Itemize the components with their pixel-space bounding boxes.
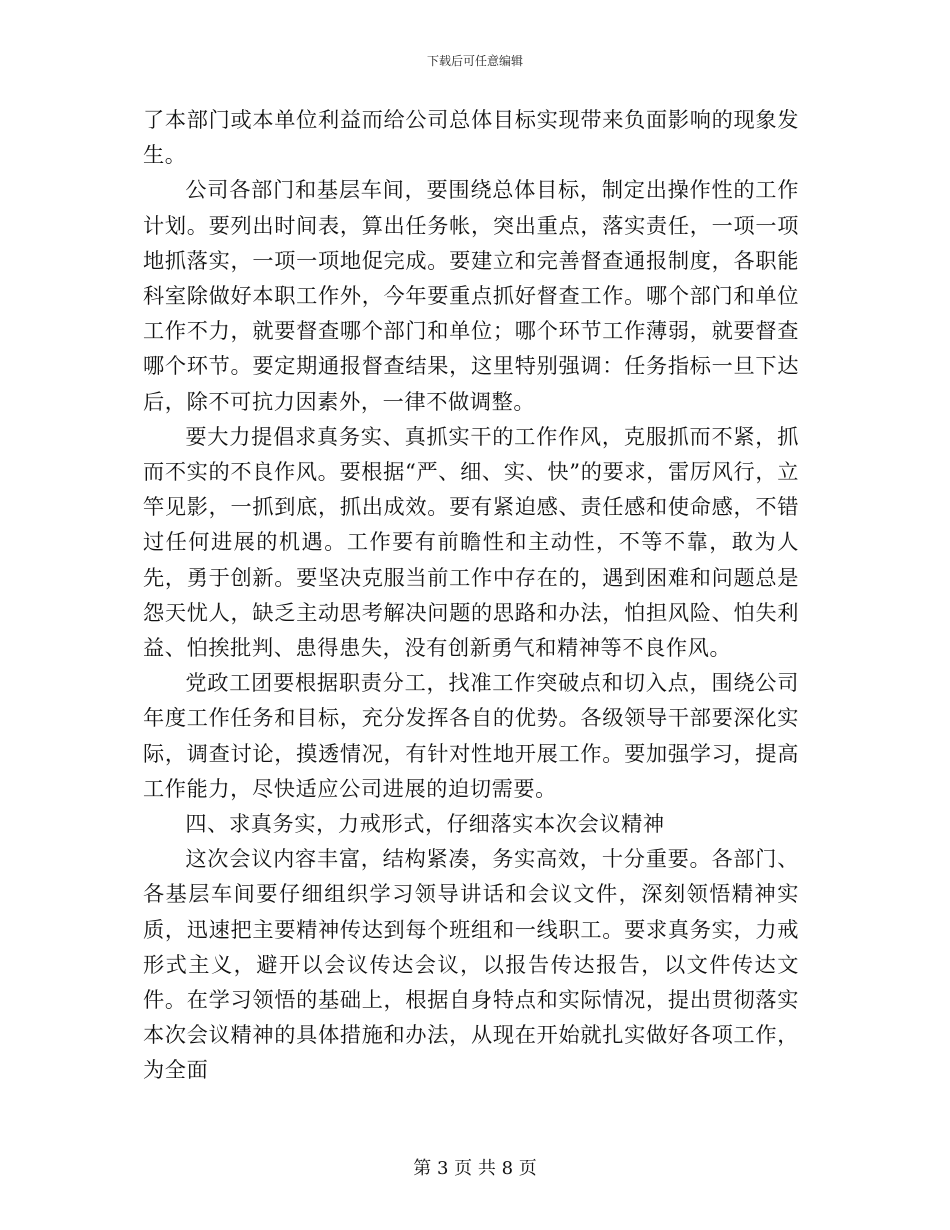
page-number: 第 3 页 共 8 页 <box>413 1158 537 1179</box>
paragraph-continuation: 了本部门或本单位利益而给公司总体目标实现带来负面影响的现象发生。 <box>143 107 799 168</box>
page-header: 下载后可任意编辑 <box>426 54 523 68</box>
paragraph-work-plan: 公司各部门和基层车间，要围绕总体目标，制定出操作性的工作计划。要列出时间表，算出任务帐，突出重点，落实责任，一项一项地抓落实，一项一项地促完成。要建立和完善督查通报制度，各职能科室除做好本职工作外，今年要重点抓好督查工作。哪个部门和单位工作不力，就要督查哪个部门和单位；哪个环节工作薄弱，就要督查哪个环节。要定期通报督查结果，这里特别强调：任务指标一旦下达后，除不可抗力因素外，一律不做调整。 <box>143 177 799 414</box>
section-heading: 四、求真务实，力戒形式，仔细落实本次会议精神 <box>185 811 665 837</box>
paragraph-work-style: 要大力提倡求真务实、真抓实干的工作作风，克服抓而不紧，抓而不实的不良作风。要根据“严、细、实、快”的要求，雷厉风行，立竿见影，一抓到底，抓出成效。要有紧迫感、责任感和使命感，不错过任何进展的机遇。工作要有前瞻性和主动性，不等不靠，敢为人先，勇于创新。要坚决克服当前工作中存在的，遇到困难和问题总是怨天忧人，缺乏主动思考解决问题的思路和办法，怕担风险、怕失利益、怕挨批判、患得患失，没有创新勇气和精神等不良作风。 <box>143 423 799 661</box>
paragraph-party-union: 党政工团要根据职责分工，找准工作突破点和切入点，围绕公司年度工作任务和目标，充分发挥各自的优势。各级领导干部要深化实际，调查讨论，摸透情况，有针对性地开展工作。要加强学习，提高工作能力，尽快适应公司进展的迫切需要。 <box>143 670 799 801</box>
paragraph-meeting-spirit: 这次会议内容丰富，结构紧凑，务实高效，十分重要。各部门、各基层车间要仔细组织学习领导讲话和会议文件，深刻领悟精神实质，迅速把主要精神传达到每个班组和一线职工。要求真务实，力戒形式主义，避开以会议传达会议，以报告传达报告，以文件传达文件。在学习领悟的基础上，根据自身特点和实际情况，提出贯彻落实本次会议精神的具体措施和办法，从现在开始就扎实做好各项工作，为全面 <box>143 846 799 1083</box>
document-body <box>143 102 799 1088</box>
